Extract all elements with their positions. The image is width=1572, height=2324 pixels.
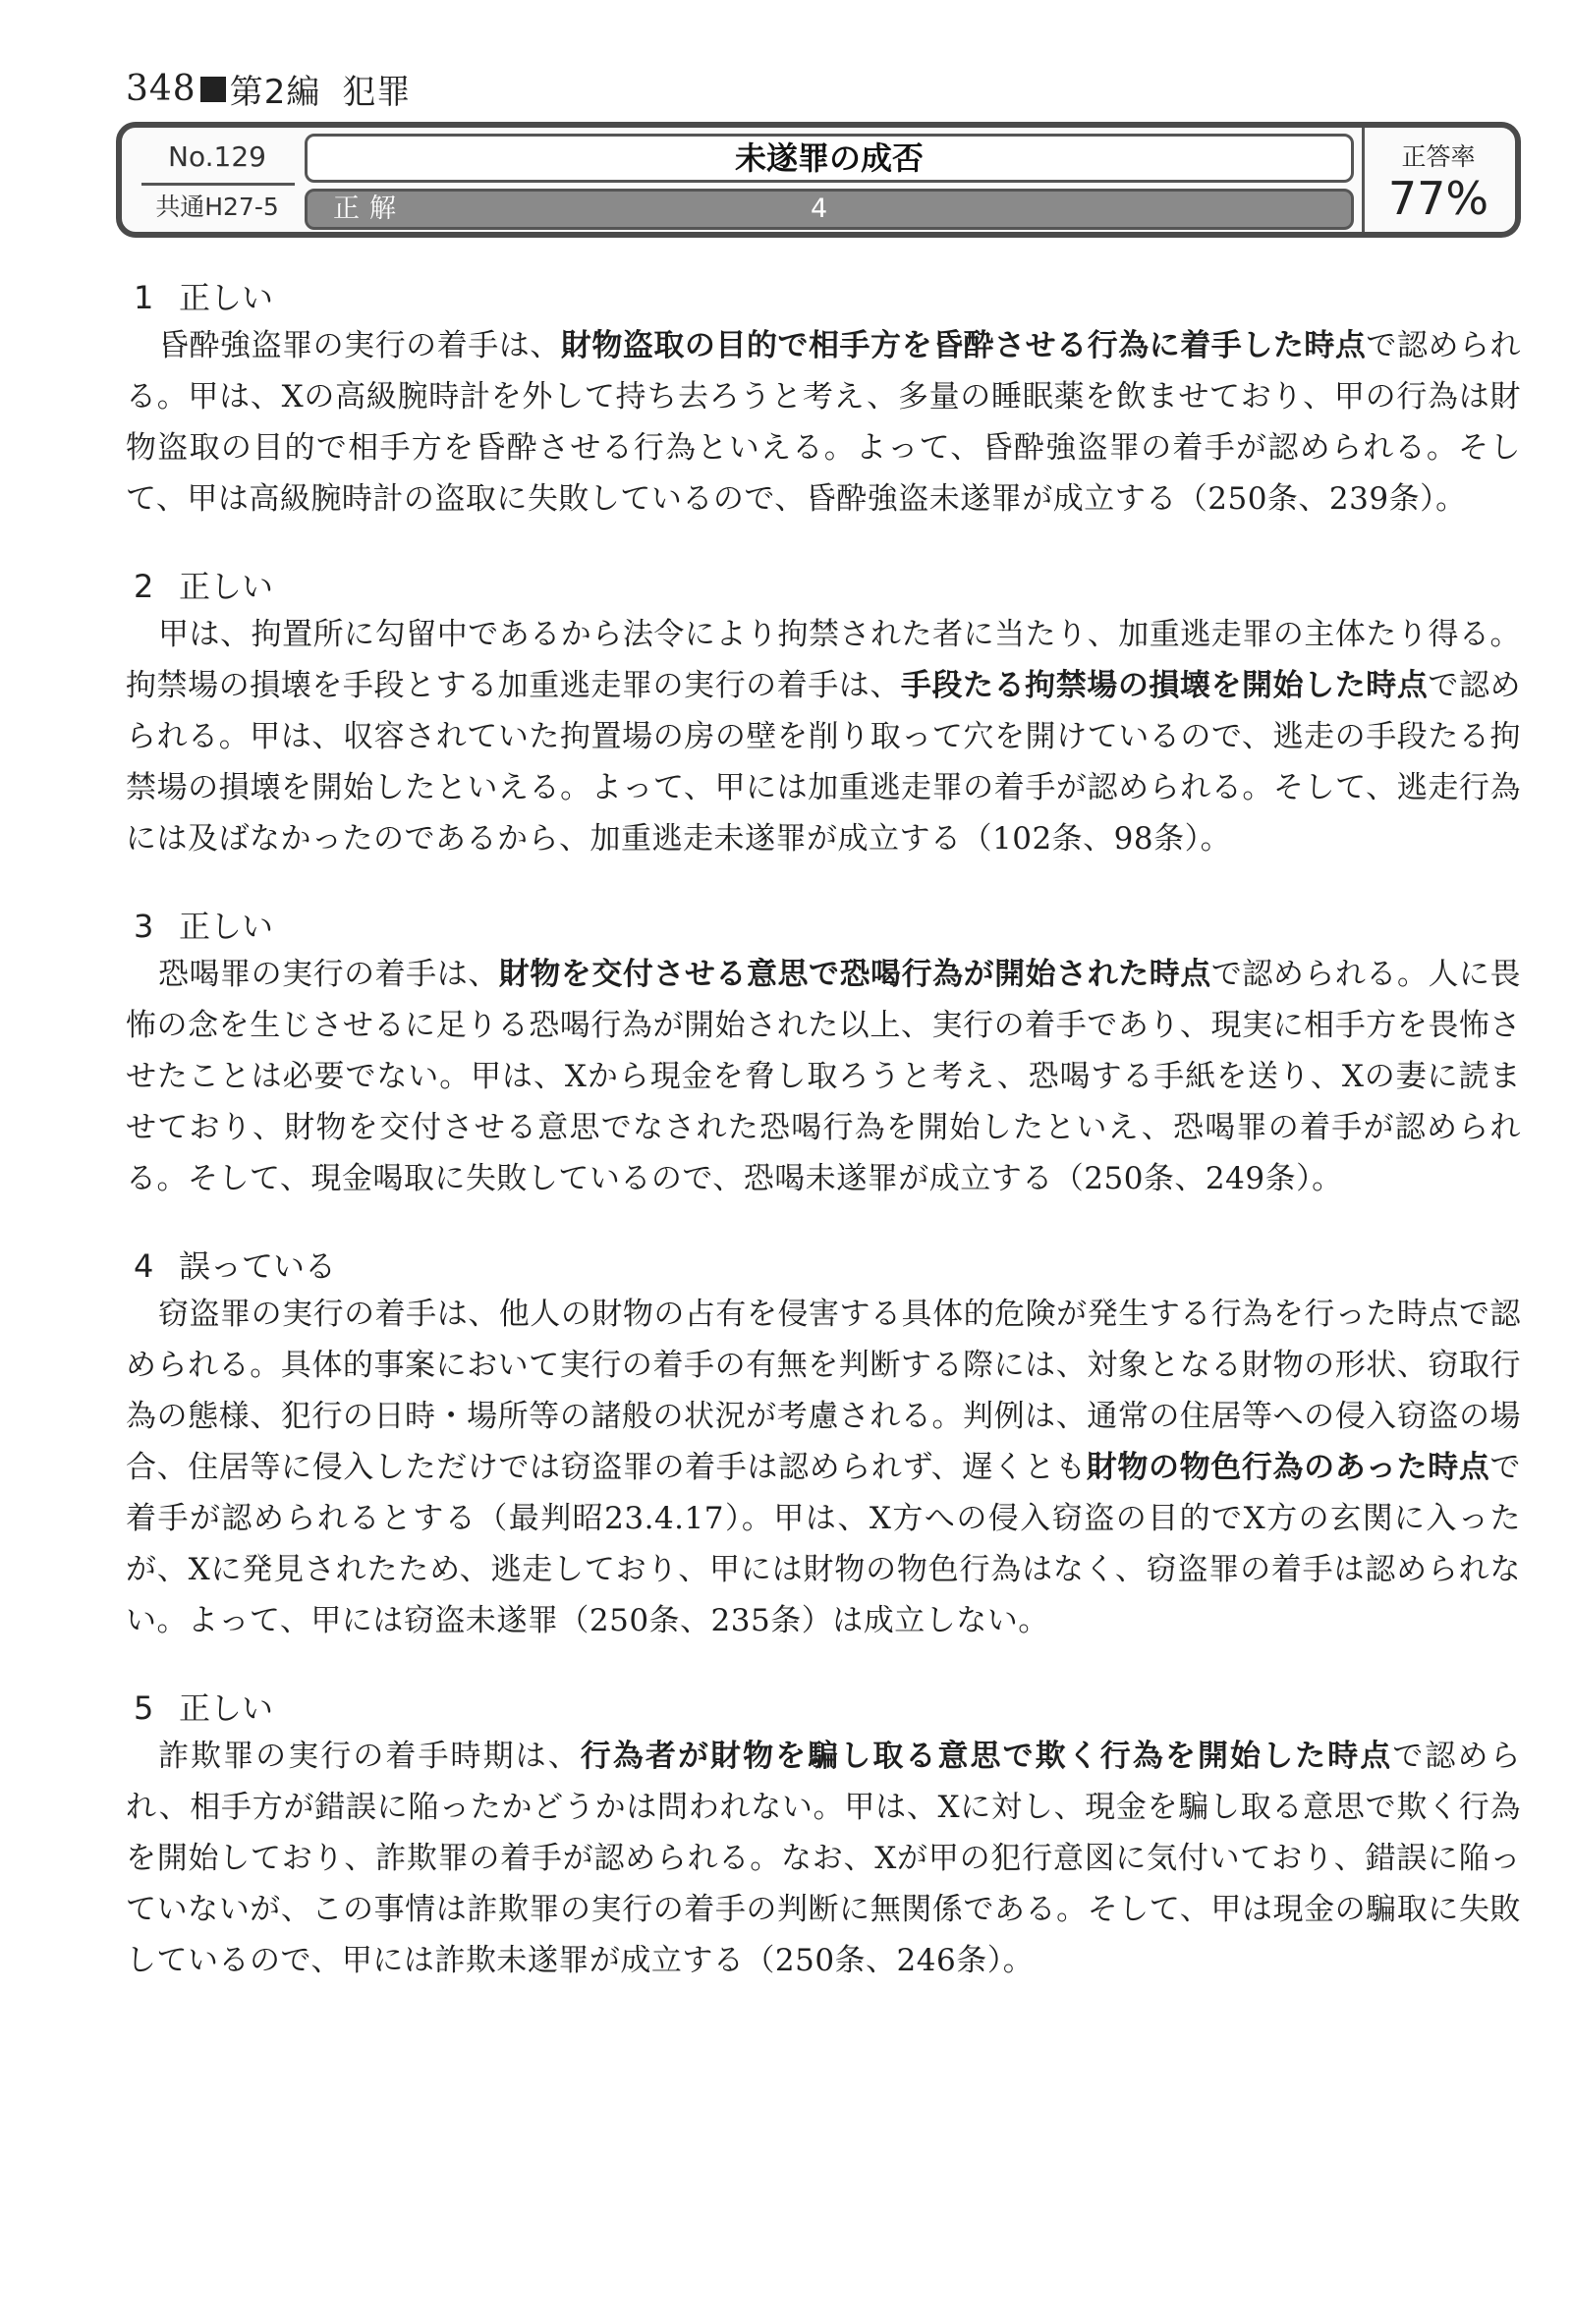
correct-rate-label: 正答率 xyxy=(1401,142,1476,171)
explanation-item xyxy=(126,275,1521,525)
question-title: 未遂罪の成否 xyxy=(305,134,1354,183)
explanation-item xyxy=(126,904,1521,1204)
divider xyxy=(141,183,295,186)
item-number: 2 xyxy=(134,568,154,605)
explanation-list xyxy=(126,275,1521,2025)
item-heading xyxy=(126,1686,1521,1731)
item-heading xyxy=(126,275,1521,320)
item-number: 1 xyxy=(134,279,154,316)
emphasis-text: 手段たる拘禁場の損壊を開始した時点 xyxy=(900,668,1429,703)
item-heading xyxy=(126,564,1521,609)
correct-rate-value: 77% xyxy=(1387,172,1489,225)
emphasis-text: 財物盗取の目的で相手方を昏酔させる行為に着手した時点 xyxy=(560,328,1367,363)
item-text xyxy=(126,949,1521,1204)
item-heading xyxy=(126,1244,1521,1289)
emphasis-text: 財物の物色行為のあった時点 xyxy=(1086,1450,1490,1485)
item-number: 5 xyxy=(134,1689,154,1727)
emphasis-text: 行為者が財物を騙し取る意思で欺く行為を開始した時点 xyxy=(580,1739,1393,1774)
item-verdict: 正しい xyxy=(179,568,274,605)
item-text xyxy=(126,320,1521,525)
item-number: 3 xyxy=(134,908,154,945)
item-heading xyxy=(126,904,1521,949)
text-segment: 窃盗罪の実行の着手は、他人の財物の占有を侵害する具体的危険が発生する行為を行った時点で認められる。具体的事案において実行の着手の有無を判断する際には、対象となる財物の形状、窃取行為の態様、犯行の日時・場所等の諸般の状況が考慮される。判例は、通常の住居等への侵入窃盗の場合、住居等に侵入しただけでは窃盗罪の着手は認められず、遅くとも xyxy=(126,1297,1521,1485)
text-segment: で認められ、相手方が錯誤に陥ったかどうかは問われない。甲は、Xに対し、現金を騙し取る意思で欺く行為を開始しており、詐欺罪の着手が認められる。なお、Xが甲の犯行意図に気付いており、錯誤に陥っていないが、この事情は詐欺罪の実行の着手の判断に無関係である。そして、甲は現金の騙取に失敗しているので、甲には詐欺未遂罪が成立する（250条、246条）。 xyxy=(126,1739,1522,1978)
item-verdict: 正しい xyxy=(179,908,274,945)
text-segment: 詐欺罪の実行の着手時期は、 xyxy=(158,1739,581,1774)
text-segment: 恐喝罪の実行の着手は、 xyxy=(158,957,499,992)
page-number: 348 xyxy=(126,69,196,109)
part-label: 第2編 xyxy=(229,73,321,112)
text-segment: で認められる。甲は、収容されていた拘置場の房の壁を削り取って穴を開けているので、逃走の手段たる拘禁場の損壊を開始したといえる。よって、甲には加重逃走罪の着手が認められる。そして、逃走行為には及ばなかったのであるから、加重逃走未遂罪が成立する（102条、98条）。 xyxy=(126,668,1522,857)
explanation-item xyxy=(126,1244,1521,1646)
answer-label: 正解 xyxy=(333,194,406,224)
text-segment: で認められる。甲は、Xの高級腕時計を外して持ち去ろうと考え、多量の睡眠薬を飲ませており、甲の行為は財物盗取の目的で相手方を昏酔させる行為といえる。よって、昏酔強盗罪の着手が認められる。そして、甲は高級腕時計の盗取に失敗しているので、昏酔強盗未遂罪が成立する（250条、239条）。 xyxy=(126,328,1522,517)
explanation-item xyxy=(126,564,1521,864)
correct-rate-box xyxy=(1362,128,1512,232)
item-verdict: 正しい xyxy=(179,279,274,316)
text-segment: で認められる。人に畏怖の念を生じさせるに足りる恐喝行為が開始された以上、実行の着手であり、現実に相手方を畏怖させたことは必要でない。甲は、Xから現金を脅し取ろうと考え、恐喝する手紙を送り、Xの妻に読ませており、財物を交付させる意思でなされた恐喝行為を開始したといえ、恐喝罪の着手が認められる。そして、現金喝取に失敗しているので、恐喝未遂罪が成立する（250条、249条）。 xyxy=(126,957,1522,1196)
item-text xyxy=(126,1289,1521,1646)
question-source: 共通H27-5 xyxy=(155,193,279,221)
chapter-label: 犯罪 xyxy=(342,73,412,112)
explanation-item xyxy=(126,1686,1521,1986)
text-segment: 昏酔強盗罪の実行の着手は、 xyxy=(158,328,561,363)
question-number: No.129 xyxy=(168,140,266,173)
answer-bar xyxy=(305,189,1354,230)
item-verdict: 誤っている xyxy=(179,1247,337,1285)
text-segment: 甲は、拘置所に勾留中であるから法令により拘禁された者に当たり、加重逃走罪の主体たり得る。拘禁場の損壊を手段とする加重逃走罪の実行の着手は、 xyxy=(126,617,1521,703)
emphasis-text: 財物を交付させる意思で恐喝行為が開始された時点 xyxy=(498,957,1211,992)
item-number: 4 xyxy=(134,1247,154,1285)
item-verdict: 正しい xyxy=(179,1689,274,1727)
question-header-box xyxy=(116,122,1521,238)
item-text xyxy=(126,1731,1521,1986)
page-header xyxy=(126,65,411,113)
text-segment: で着手が認められるとする（最判昭23.4.17）。甲は、X方への侵入窃盗の目的でX方の玄関に入ったが、Xに発見されたため、逃走しており、甲には財物の物色行為はなく、窃盗罪の着手は認められない。よって、甲には窃盗未遂罪（250条、235条）は成立しない。 xyxy=(126,1450,1521,1638)
square-marker-icon xyxy=(200,77,226,102)
answer-value: 4 xyxy=(811,194,828,224)
item-text xyxy=(126,609,1521,864)
